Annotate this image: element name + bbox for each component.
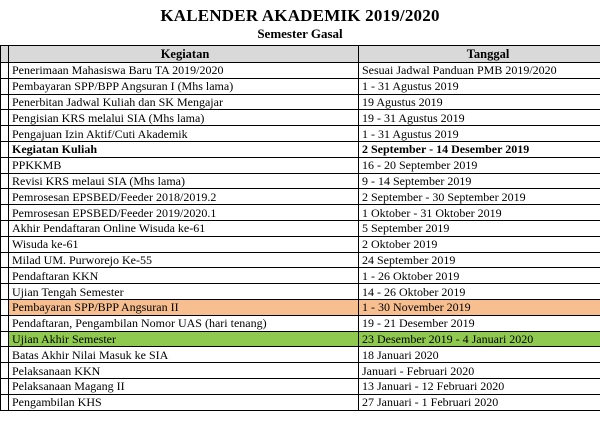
tanggal-cell: 24 September 2019 <box>359 252 600 268</box>
row-gutter-cell <box>1 331 9 347</box>
tanggal-cell: 14 - 26 Oktober 2019 <box>359 284 600 300</box>
table-row <box>1 205 600 221</box>
kegiatan-cell: Pemrosesan EPSBED/Feeder 2018/2019.2 <box>9 189 359 205</box>
tanggal-cell: 2 Oktober 2019 <box>359 236 600 252</box>
row-gutter-cell <box>1 173 9 189</box>
page-subtitle: Semester Gasal <box>257 26 343 41</box>
tanggal-cell: Sesuai Jadwal Panduan PMB 2019/2020 <box>359 63 600 79</box>
table-row <box>1 126 600 142</box>
tanggal-cell: 19 - 31 Agustus 2019 <box>359 110 600 126</box>
table-row <box>1 378 600 394</box>
row-gutter-cell <box>1 378 9 394</box>
kegiatan-cell: Pengisian KRS melalui SIA (Mhs lama) <box>9 110 359 126</box>
kegiatan-cell: Ujian Akhir Semester <box>9 331 359 347</box>
row-gutter-cell <box>1 347 9 363</box>
tanggal-cell: 23 Desember 2019 - 4 Januari 2020 <box>359 331 600 347</box>
row-gutter-cell <box>1 363 9 379</box>
tanggal-cell: 16 - 20 September 2019 <box>359 157 600 173</box>
tanggal-cell: 1 - 31 Agustus 2019 <box>359 126 600 142</box>
academic-calendar-table <box>0 45 600 411</box>
row-gutter-cell <box>1 94 9 110</box>
table-row <box>1 189 600 205</box>
table-row <box>1 220 600 236</box>
kegiatan-cell: Revisi KRS melaui SIA (Mhs lama) <box>9 173 359 189</box>
kegiatan-cell: Pemrosesan EPSBED/Feeder 2019/2020.1 <box>9 205 359 221</box>
table-row <box>1 236 600 252</box>
table-header-row <box>1 46 600 63</box>
tanggal-cell: 27 Januari - 1 Februari 2020 <box>359 394 600 410</box>
table-row <box>1 394 600 410</box>
row-gutter-cell <box>1 220 9 236</box>
table-row <box>1 173 600 189</box>
table-row <box>1 347 600 363</box>
table-row <box>1 63 600 79</box>
tanggal-cell: 13 Januari - 12 Februari 2020 <box>359 378 600 394</box>
table-row <box>1 363 600 379</box>
row-gutter-cell <box>1 141 9 157</box>
table-row <box>1 299 600 315</box>
tanggal-cell: 1 Oktober - 31 Oktober 2019 <box>359 205 600 221</box>
kegiatan-cell: Pengajuan Izin Aktif/Cuti Akademik <box>9 126 359 142</box>
row-gutter-cell <box>1 394 9 410</box>
table-row <box>1 78 600 94</box>
table-row <box>1 141 600 157</box>
row-gutter-cell <box>1 78 9 94</box>
row-gutter-cell <box>1 189 9 205</box>
kegiatan-cell: Akhir Pendaftaran Online Wisuda ke-61 <box>9 220 359 236</box>
table-row <box>1 268 600 284</box>
tanggal-cell: 18 Januari 2020 <box>359 347 600 363</box>
kegiatan-cell: Pembayaran SPP/BPP Angsuran I (Mhs lama) <box>9 78 359 94</box>
kegiatan-cell: Pendaftaran KKN <box>9 268 359 284</box>
kegiatan-cell: Milad UM. Purworejo Ke-55 <box>9 252 359 268</box>
kegiatan-cell: Kegiatan Kuliah <box>9 141 359 157</box>
tanggal-cell: 2 September - 14 Desember 2019 <box>359 141 600 157</box>
kegiatan-cell: Batas Akhir Nilai Masuk ke SIA <box>9 347 359 363</box>
tanggal-cell: 19 - 21 Desember 2019 <box>359 315 600 331</box>
row-gutter-cell <box>1 236 9 252</box>
kegiatan-cell: Pengambilan KHS <box>9 394 359 410</box>
table-row <box>1 110 600 126</box>
tanggal-cell: 1 - 31 Agustus 2019 <box>359 78 600 94</box>
table-row <box>1 331 600 347</box>
row-gutter-cell <box>1 110 9 126</box>
page-title: KALENDER AKADEMIK 2019/2020 <box>160 6 440 25</box>
tanggal-cell: 2 September - 30 September 2019 <box>359 189 600 205</box>
tanggal-cell: 5 September 2019 <box>359 220 600 236</box>
row-gutter-cell <box>1 157 9 173</box>
row-gutter-cell <box>1 205 9 221</box>
tanggal-cell: 19 Agustus 2019 <box>359 94 600 110</box>
kegiatan-cell: Pendaftaran, Pengambilan Nomor UAS (hari tenang) <box>9 315 359 331</box>
tanggal-cell: 1 - 30 November 2019 <box>359 299 600 315</box>
table-row <box>1 94 600 110</box>
kegiatan-cell: Pelaksanaan Magang II <box>9 378 359 394</box>
row-gutter-cell <box>1 252 9 268</box>
row-gutter-cell <box>1 268 9 284</box>
kegiatan-cell: PPKKMB <box>9 157 359 173</box>
tanggal-cell: 1 - 26 Oktober 2019 <box>359 268 600 284</box>
table-row <box>1 157 600 173</box>
row-gutter-cell <box>1 299 9 315</box>
row-gutter-cell <box>1 315 9 331</box>
column-header-tanggal: Tanggal <box>359 46 600 63</box>
row-gutter-cell <box>1 46 9 63</box>
kegiatan-cell: Wisuda ke-61 <box>9 236 359 252</box>
row-gutter-cell <box>1 284 9 300</box>
kegiatan-cell: Penerimaan Mahasiswa Baru TA 2019/2020 <box>9 63 359 79</box>
kegiatan-cell: Ujian Tengah Semester <box>9 284 359 300</box>
kegiatan-cell: Pembayaran SPP/BPP Angsuran II <box>9 299 359 315</box>
tanggal-cell: 9 - 14 September 2019 <box>359 173 600 189</box>
tanggal-cell: Januari - Februari 2020 <box>359 363 600 379</box>
table-row <box>1 284 600 300</box>
kegiatan-cell: Penerbitan Jadwal Kuliah dan SK Mengajar <box>9 94 359 110</box>
kegiatan-cell: Pelaksanaan KKN <box>9 363 359 379</box>
table-row <box>1 252 600 268</box>
column-header-kegiatan: Kegiatan <box>9 46 359 63</box>
row-gutter-cell <box>1 63 9 79</box>
row-gutter-cell <box>1 126 9 142</box>
table-row <box>1 315 600 331</box>
